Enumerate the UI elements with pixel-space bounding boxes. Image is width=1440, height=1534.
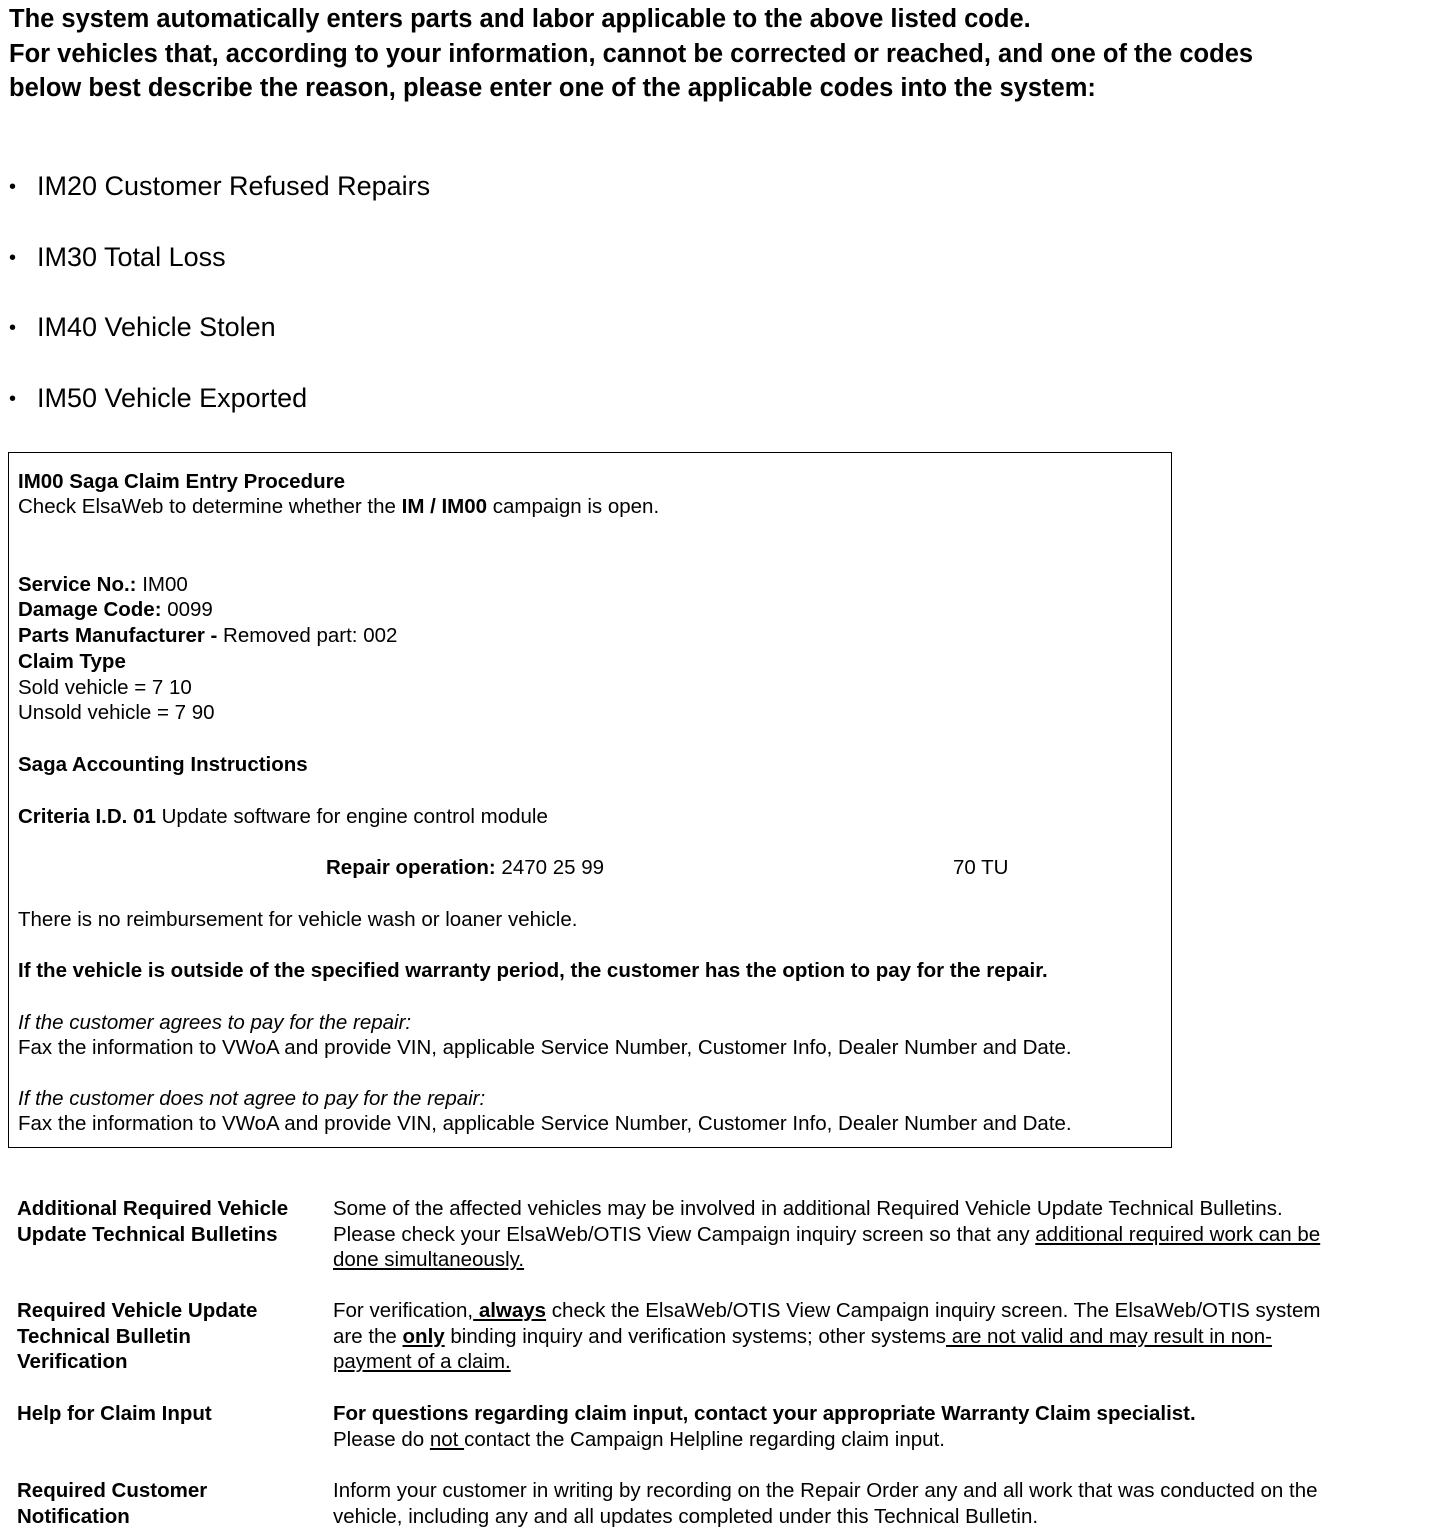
campaign-check-line: Check ElsaWeb to determine whether the IM / IM00 campaign is open. [18, 495, 660, 518]
agree-heading: If the customer agrees to pay for the repair: [18, 1011, 412, 1034]
no-reimbursement-note: There is no reimbursement for vehicle wash or loaner vehicle. [18, 908, 578, 931]
damage-code: Damage Code: 0099 [18, 598, 213, 621]
section-content: For verification, always check the ElsaWeb/OTIS View Campaign inquiry screen. The ElsaWeb/OTIS system are the only binding inquiry and verification systems; other systems are not valid and may result in non- payment of a claim. [333, 1299, 1321, 1373]
intro-line-2: For vehicles that, according to your information, cannot be corrected or reached, and one of the codes [9, 39, 1254, 68]
intro-paragraph [9, 2, 1429, 106]
service-number: Service No.: IM00 [18, 573, 188, 596]
criteria-line: Criteria I.D. 01 Update software for engine control module [18, 805, 548, 828]
list-item [9, 379, 430, 450]
code-label: IM40 Vehicle Stolen [37, 312, 276, 342]
code-label: IM20 Customer Refused Repairs [37, 171, 431, 201]
claim-type-label: Claim Type [18, 650, 126, 673]
bullet-icon: • [9, 387, 17, 410]
list-item [9, 167, 430, 238]
section-content: For questions regarding claim input, contact your appropriate Warranty Claim specialist. Please do not contact the Campaign Helpline regarding claim input. [333, 1402, 1196, 1451]
intro-line-3: below best describe the reason, please enter one of the applicable codes into the system: [9, 74, 1096, 102]
sold-vehicle: Sold vehicle = 7 10 [18, 676, 192, 699]
reason-code-list [9, 167, 430, 449]
section-content: Some of the affected vehicles may be involved in additional Required Vehicle Update Technical Bulletins. Please check your ElsaWeb/OTIS View Campaign inquiry screen so that any additional required work can be done simultaneously. [333, 1197, 1321, 1271]
warranty-note: If the vehicle is outside of the specified warranty period, the customer has the option to pay for the repair. [18, 959, 1048, 982]
section-content: Inform your customer in writing by recording on the Repair Order any and all work that was conducted on the vehicle, including any and all updates completed under this Technical Bulletin. [333, 1479, 1318, 1528]
section-label: Required Vehicle Update Technical Bulletin Verification [17, 1299, 258, 1373]
bullet-icon: • [9, 246, 17, 269]
intro-line-1: The system automatically enters parts and labor applicable to the above listed code. [9, 5, 1031, 33]
section-label: Help for Claim Input [17, 1402, 212, 1425]
repair-operation: Repair operation: 2470 25 99 [326, 856, 605, 879]
code-label: IM50 Vehicle Exported [37, 382, 308, 413]
agree-text: Fax the information to VWoA and provide VIN, applicable Service Number, Customer Info, Dealer Number and Date. [18, 1036, 1072, 1059]
parts-manufacturer: Parts Manufacturer - Removed part: 002 [18, 624, 398, 647]
code-label: IM30 Total Loss [37, 241, 226, 272]
procedure-title: IM00 Saga Claim Entry Procedure [18, 470, 345, 493]
accounting-title: Saga Accounting Instructions [18, 753, 308, 776]
list-item [9, 308, 430, 379]
claim-entry-procedure-box [8, 452, 1172, 1148]
repair-time-units: 70 TU [953, 856, 1009, 879]
bullet-icon: • [9, 176, 17, 198]
disagree-text: Fax the information to VWoA and provide VIN, applicable Service Number, Customer Info, Dealer Number and Date. [18, 1112, 1072, 1135]
section-label: Required Customer Notification [17, 1479, 208, 1528]
disagree-heading: If the customer does not agree to pay for the repair: [18, 1087, 486, 1110]
bullet-icon: • [9, 317, 17, 339]
unsold-vehicle: Unsold vehicle = 7 90 [18, 701, 215, 724]
section-label: Additional Required Vehicle Update Technical Bulletins [17, 1197, 289, 1246]
list-item [9, 238, 430, 309]
